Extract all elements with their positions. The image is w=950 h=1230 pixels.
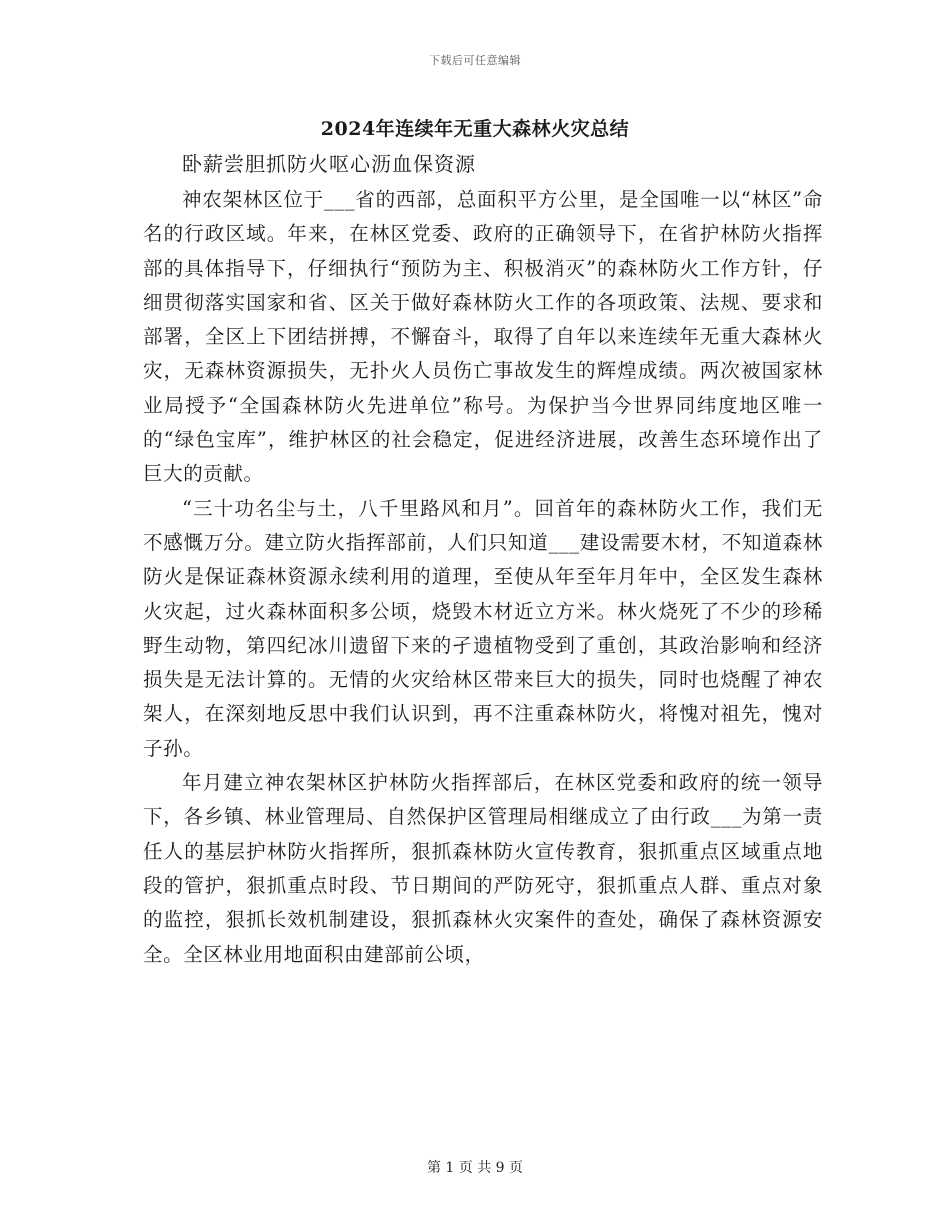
paragraph-1: 神农架林区位于___省的西部，总面积平方公里，是全国唯一以“林区”命名的行政区域。年来，在林区党委、政府的正确领导下，在省护林防火指挥部的具体指导下，仔细执行“预防为主、积极消灭”的森林防火工作方针，仔细贯彻落实国家和省、区关于做好森林防火工作的各项政策、法规、要求和部署，全区上下团结拼搏，不懈奋斗，取得了自年以来连续年无重大森林火灾，无森林资源损失，无扑火人员伤亡事故发生的辉煌成绩。两次被国家林业局授予“全国森林防火先进单位”称号。为保护当今世界同纬度地区唯一的“绿色宝库”，维护林区的社会稳定，促进经济进展，改善生态环境作出了巨大的贡献。 (143, 188, 823, 486)
page-footer: 第 1 页 共 9 页 (426, 1160, 524, 1176)
header-note: 下载后可任意编辑 (429, 54, 521, 67)
document-subtitle: 卧薪尝胆抓防火呕心沥血保资源 (182, 152, 476, 176)
paragraph-3: 年月建立神农架林区护林防火指挥部后，在林区党委和政府的统一领导下，各乡镇、林业管理局、自然保护区管理局相继成立了由行政___为第一责任人的基层护林防火指挥所，狠抓森林防火宣传教育，狠抓重点区域重点地段的管护，狠抓重点时段、节日期间的严防死守，狠抓重点人群、重点对象的监控，狠抓长效机制建设，狠抓森林火灾案件的查处，确保了森林资源安全。全区林业用地面积由建部前公顷， (143, 771, 823, 966)
document-body (143, 183, 823, 972)
paragraph-2: “三十功名尘与土，八千里路风和月”。回首年的森林防火工作，我们无不感慨万分。建立防火指挥部前，人们只知道___建设需要木材，不知道森林防火是保证森林资源永续利用的道理，至使从年至年月年中，全区发生森林火灾起，过火森林面积多公顷，烧毁木材近立方米。林火烧死了不少的珍稀野生动物，第四纪冰川遗留下来的孑遗植物受到了重创，其政治影响和经济损失是无法计算的。无情的火灾给林区带来巨大的损失，同时也烧醒了神农架人，在深刻地反思中我们认识到，再不注重森林防火，将愧对祖先，愧对子孙。 (143, 496, 823, 760)
document-title: 2024年连续年无重大森林火灾总结 (320, 118, 630, 140)
